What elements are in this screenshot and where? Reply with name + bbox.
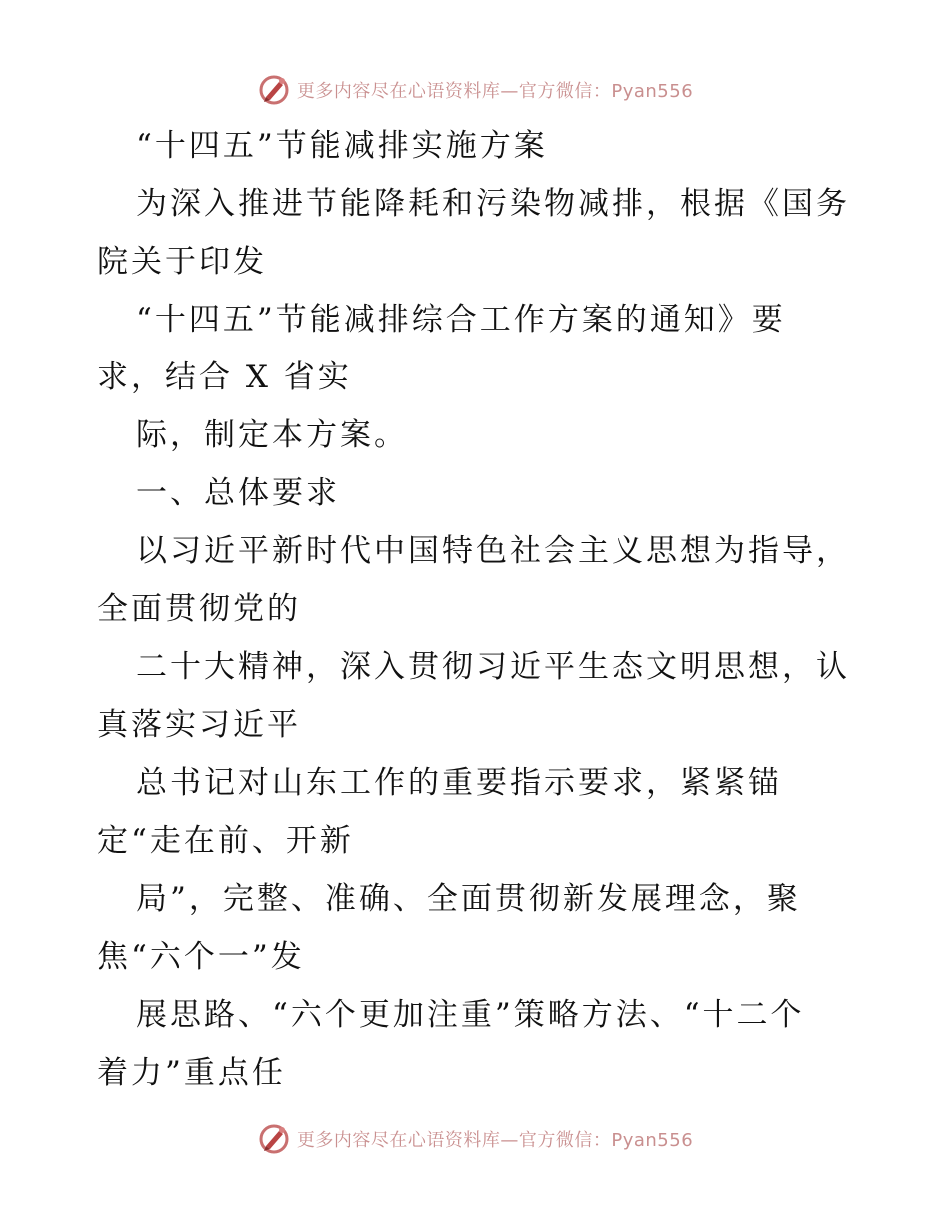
paragraph-line: 全面贯彻党的 — [97, 591, 301, 627]
paragraph-line: 局”，完整、准确、全面贯彻新发展理念，聚 — [136, 881, 801, 917]
paragraph-line: 定“走在前、开新 — [97, 823, 354, 859]
paragraph-line: 焦“六个一”发 — [97, 939, 305, 975]
watermark-text: 更多内容尽在心语资料库—官方微信：Pyan556 — [296, 81, 694, 102]
footer-watermark — [0, 1119, 950, 1159]
watermark-group — [257, 1122, 693, 1156]
paragraph-line: 展思路、“六个更加注重”策略方法、“十二个 — [136, 997, 805, 1033]
document-title: “十四五”节能减排实施方案 — [136, 128, 548, 164]
paragraph-line: 际，制定本方案。 — [136, 417, 408, 453]
paragraph-line: 着力”重点任 — [97, 1055, 286, 1091]
paragraph-line: 真落实习近平 — [97, 707, 301, 743]
paragraph-line: 为深入推进节能降耗和污染物减排，根据《国务 — [136, 186, 850, 222]
section-heading: 一、总体要求 — [136, 475, 340, 511]
watermark-logo-icon — [257, 1122, 291, 1156]
paragraph-line: 求，结合 X 省实 — [97, 359, 352, 395]
paragraph-line: “十四五”节能减排综合工作方案的通知》要 — [136, 302, 786, 338]
paragraph-line: 二十大精神，深入贯彻习近平生态文明思想，认 — [136, 649, 850, 685]
paragraph-line: 总书记对山东工作的重要指示要求，紧紧锚 — [136, 765, 782, 801]
paragraph-line: 院关于印发 — [97, 244, 267, 280]
paragraph-line: 以习近平新时代中国特色社会主义思想为指导， — [136, 533, 850, 569]
watermark-text: 更多内容尽在心语资料库—官方微信：Pyan556 — [296, 1130, 694, 1151]
